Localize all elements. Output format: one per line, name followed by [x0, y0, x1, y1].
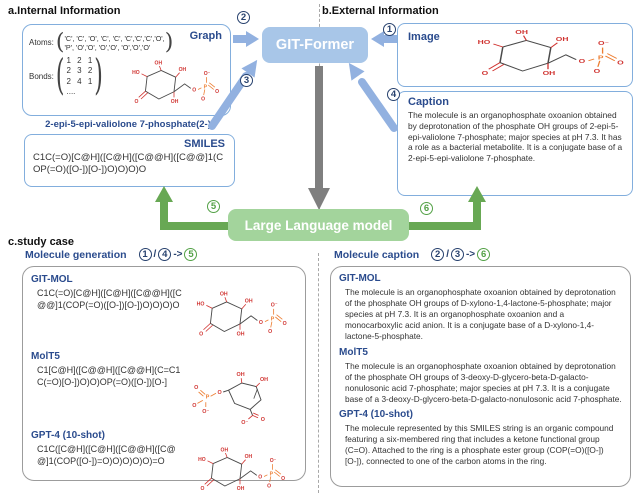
llm-node: Large Language model [228, 209, 409, 241]
caption-title-text: Molecule caption [334, 248, 420, 261]
model-name: GPT-4 (10-shot) [339, 409, 413, 421]
section-b-title: b.External Information [322, 5, 439, 17]
study-caption-panel [330, 266, 631, 487]
flow-step-6: 6 [477, 248, 490, 261]
flow-step-4: 4 [158, 248, 171, 261]
step-badge-2: 2 [237, 11, 250, 24]
generated-caption: The molecule is an organophosphate oxoanion obtained by deprotonation of the phosphate OH groups of D-xylono-1,4-lactone-5-phosphate; major species at pH 7.3. It is an organophosphate oxoanion and a monocarboxylic acid anion. It is a conjugate base of a D-xylono-1,4-lactone-5-phosphate. [345, 287, 616, 341]
atoms-row [29, 30, 173, 55]
graph-box [22, 24, 231, 116]
molecule-drawing-molt5 [183, 365, 297, 425]
generated-caption: The molecule represented by this SMILES string is an organic compound featuring a six-membered ring that includes a ketone functional group (C=O). Attached to the ring is a phosphate ester group (COP(=O)([O-])[O-]), connected to one of the carbon atoms in the ring. [345, 423, 614, 467]
open-paren: ( [55, 30, 65, 55]
study-generation-panel [22, 266, 306, 481]
bond-row: 2 3 2 [66, 66, 93, 76]
bond-row: 2 4 1 [66, 76, 93, 86]
arrow-step-3-smiles-to-gitformer [204, 56, 262, 132]
flow-slash: / [446, 249, 449, 260]
smiles-box [24, 134, 235, 187]
atoms-list [65, 34, 165, 52]
bond-row: 1 2 1 [66, 56, 93, 65]
generation-flow [139, 248, 198, 261]
close-paren: ) [164, 30, 174, 55]
flow-step-3: 3 [451, 248, 464, 261]
bonds-label: Bonds: [29, 72, 54, 82]
caption-text: The molecule is an organophosphate oxoanion obtained by deprotonation of the phosphate OH groups of 2-epi-5-epi-valiolone 7-phosphate; major species at pH 7.3. It has a role as a bacterial metabolite. It is a conjugate base of a 2-epi-5-epi-valiolone 7-phosphate. [408, 110, 623, 163]
git-former-node: GIT-Former [262, 27, 368, 63]
generation-subtitle [25, 248, 197, 261]
generated-smiles: C1C(=O)[C@H]([C@H]([C@@H]([C@@]1(COP(=O)([O-])[O-])O)O)O)O [37, 288, 182, 310]
bond-matrix [67, 56, 93, 98]
open-paren: ( [55, 53, 65, 101]
graph-tag: Graph [189, 30, 222, 42]
caption-box [397, 91, 633, 196]
caption-entry [339, 347, 622, 405]
generation-entry [31, 351, 299, 425]
flow-arrow: -> [465, 249, 476, 260]
flow-step-2: 2 [431, 248, 444, 261]
generation-entry [31, 274, 299, 346]
molecule-name-label: 2-epi-5-epi-valiolone 7-phosphate(2-) [45, 119, 211, 130]
caption-entry [339, 409, 622, 467]
bond-row-dots: .... [66, 87, 76, 97]
generation-result-row [31, 444, 299, 496]
step-badge-6: 6 [420, 202, 433, 215]
step-badge-5: 5 [207, 200, 220, 213]
model-name: GPT-4 (10-shot) [31, 430, 105, 441]
close-paren: ) [94, 53, 103, 101]
atoms-label: Atoms: [29, 38, 54, 47]
atoms-line-2: 'P', 'O','O', 'O','O', 'O','O','O' [64, 42, 151, 52]
smiles-tag: SMILES [184, 138, 225, 150]
molecule-drawing-image [468, 26, 628, 86]
flow-step-5: 5 [184, 248, 197, 261]
bonds-row [29, 53, 103, 101]
model-name: MolT5 [31, 351, 60, 362]
molecule-drawing-gpt4 [183, 444, 297, 496]
model-name: MolT5 [339, 346, 368, 358]
model-name: GIT-MOL [339, 273, 381, 284]
step-badge-3: 3 [240, 74, 253, 87]
generation-title-text: Molecule generation [25, 248, 127, 261]
generated-smiles: C1C([C@H]([C@H]([C@@H]([C@@]1(COP([O-])=O)O)O)O)O)=O [37, 444, 176, 466]
flow-step-1: 1 [139, 248, 152, 261]
arrow-step-2-graph-to-gitformer [233, 31, 259, 47]
image-tag: Image [408, 31, 440, 43]
smiles-value: C1C(=O)[C@H]([C@H]([C@@H]([C@@]1(COP(=O)([O-])[O-])O)O)O)O [33, 152, 224, 176]
generation-result-row [31, 288, 299, 346]
flow-slash: / [153, 249, 157, 260]
generation-result-row [31, 365, 299, 425]
flow-arrow: -> [173, 249, 183, 260]
image-box [397, 23, 633, 87]
molecule-drawing-gitmol [183, 288, 297, 346]
model-name: GIT-MOL [31, 274, 73, 285]
caption-entry [339, 273, 622, 342]
section-c-title: c.study case [8, 236, 75, 248]
generated-smiles: C1[C@H]([C@@H]([C@@H](C=C1C(=O)[O-])O)O)OP(=O)([O-])[O-] [37, 365, 181, 387]
generation-entry [31, 430, 299, 496]
caption-flow [431, 248, 490, 261]
caption-subtitle [334, 248, 490, 261]
gitformer-to-llm-arrow [307, 66, 331, 211]
step-badge-1: 1 [383, 23, 396, 36]
step-badge-4: 4 [387, 88, 400, 101]
atoms-line-1: 'C', 'C', 'O', 'C', 'C', 'C','C','C','O', [64, 33, 165, 43]
section-a-title: a.Internal Information [8, 5, 121, 17]
center-dashed-divider-bottom [318, 253, 319, 493]
generated-caption: The molecule is an organophosphate oxoanion obtained by deprotonation of the phosphate OH groups of 3-deoxy-D-glycero-beta-D-galacto-nonulosonic acid 7-phosphate; major species at pH 7.3. It is a conjugate base of a 3-deoxy-D-glycero-beta-D-galacto-nonulosonic acid 7-phosphate. [345, 360, 622, 404]
caption-tag: Caption [408, 96, 449, 108]
